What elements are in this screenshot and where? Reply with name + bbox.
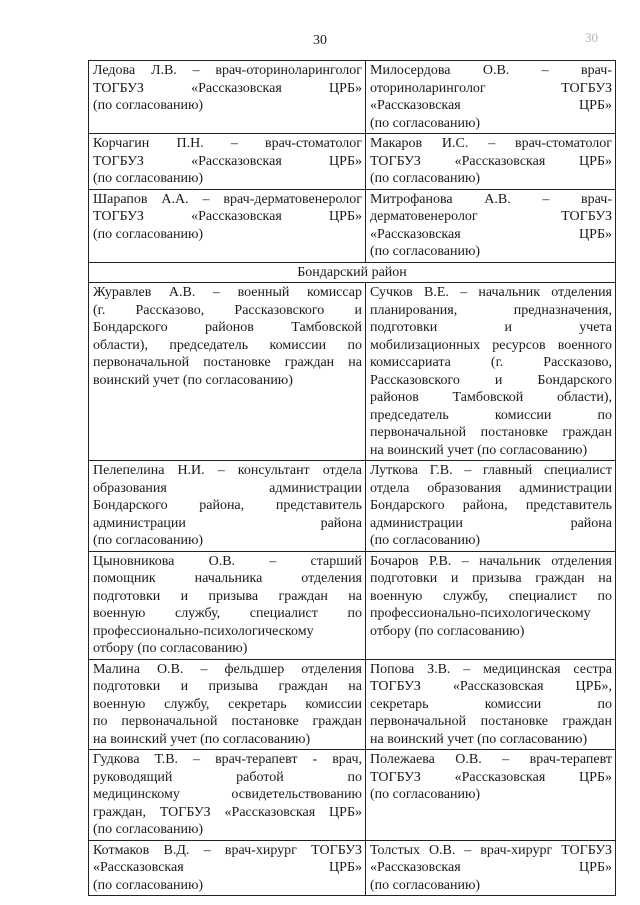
text-line: руководящий работой по (93, 769, 362, 785)
table-row (89, 659, 616, 750)
text-line: администрации района (93, 515, 362, 531)
text-line: районов Тамбовской области), (370, 390, 612, 405)
table-row (89, 461, 616, 552)
text-line: Ледова Л.В. – врач-оториноларинголог (93, 63, 362, 78)
member-cell (89, 189, 366, 262)
text-line: отбору (по согласованию) (93, 641, 248, 656)
substitute-cell (366, 840, 616, 896)
member-cell (89, 461, 366, 552)
text-line: Луткова Г.В. – главный специалист (370, 463, 612, 478)
district-name: Бондарский район (89, 262, 616, 283)
text-line: Бондарского районов Тамбовской (93, 320, 362, 335)
substitute-cell (366, 61, 616, 134)
text-line: на воинский учет (по согласованию) (370, 731, 588, 747)
substitute-cell (366, 189, 616, 262)
text-line: дерматовенеролог ТОГБУЗ (370, 209, 612, 224)
text-line: (по согласованию) (93, 226, 204, 242)
text-line: образования администрации (93, 480, 362, 496)
substitute-cell (366, 461, 616, 552)
text-line: «Рассказовская ЦРБ» (370, 860, 612, 875)
text-line: Бочаров Р.В. – начальник отделения (370, 553, 612, 569)
text-line: на воинский учет (по согласованию) (93, 731, 311, 747)
text-line: подготовки и призыва граждан на (93, 588, 362, 604)
text-line: (по согласованию) (370, 171, 481, 186)
commission-table-body (89, 61, 616, 896)
text-line: (по согласованию) (93, 533, 204, 548)
text-line: (по согласованию) (93, 877, 204, 893)
text-line: ТОГБУЗ «Рассказовская ЦРБ», (370, 679, 612, 694)
text-line: граждан, ТОГБУЗ «Рассказовская ЦРБ» (93, 804, 362, 820)
text-line: «Рассказовская ЦРБ» (370, 226, 612, 242)
text-line: по первоначальной постановке граждан (93, 714, 362, 729)
text-line: (по согласованию) (370, 244, 481, 259)
text-line: «Рассказовская ЦРБ» (93, 860, 362, 875)
text-line: ТОГБУЗ «Рассказовская ЦРБ» (93, 80, 362, 96)
text-line: (по согласованию) (93, 171, 204, 186)
text-line: Бондарского района, представитель (93, 498, 362, 513)
text-line: Корчагин П.Н. – врач-стоматолог (93, 136, 362, 151)
text-line: области), председатель комиссии по (93, 337, 362, 353)
text-line: подготовки и учета (370, 320, 612, 335)
text-line: «Рассказовская ЦРБ» (370, 98, 612, 113)
text-line: на воинский учет (по согласованию) (370, 442, 588, 458)
text-line: ТОГБУЗ «Рассказовская ЦРБ» (370, 153, 612, 169)
text-line: председатель комиссии по (370, 407, 612, 423)
text-line: отдела образования администрации (370, 480, 612, 496)
table-row (89, 189, 616, 262)
substitute-cell (366, 659, 616, 750)
faint-page-number: 30 (585, 30, 598, 45)
text-line: (по согласованию) (93, 98, 204, 113)
text-line: (по согласованию) (370, 787, 481, 802)
text-line: ТОГБУЗ «Рассказовская ЦРБ» (93, 209, 362, 224)
text-line: Журавлев А.В. – военный комиссар (93, 285, 362, 300)
text-line: (по согласованию) (370, 115, 481, 131)
text-line: Полежаева О.В. – врач-терапевт (370, 752, 612, 767)
substitute-cell (366, 551, 616, 659)
text-line: первоначальной постановке граждан на (93, 355, 362, 370)
text-line: Бондарского района, представитель (370, 498, 612, 513)
text-line: администрации района (370, 515, 612, 531)
table-row (89, 134, 616, 190)
member-cell (89, 283, 366, 461)
text-line: мобилизационных ресурсов военного (370, 337, 612, 353)
text-line: ТОГБУЗ «Рассказовская ЦРБ» (370, 769, 612, 785)
text-line: первоначальной постановке граждан (370, 714, 612, 729)
substitute-cell (366, 134, 616, 190)
text-line: Рассказовского и Бондарского (370, 372, 612, 388)
district-header-row (89, 262, 616, 283)
text-line: подготовки и призыва граждан на (370, 571, 612, 586)
text-line: подготовки и призыва граждан на (93, 679, 362, 694)
text-line: (по согласованию) (370, 877, 481, 893)
table-row (89, 283, 616, 461)
page-number: 30 (313, 33, 327, 48)
text-line: отбору (по согласованию) (370, 623, 525, 639)
substitute-cell (366, 283, 616, 461)
text-line: профессионально-психологическому (93, 623, 314, 639)
text-line: комиссариата (г. Рассказово, (370, 355, 612, 370)
substitute-cell (366, 750, 616, 841)
table-row (89, 750, 616, 841)
text-line: Пелепелина Н.И. – консультант отдела (93, 463, 362, 478)
text-line: Малина О.В. – фельдшер отделения (93, 661, 362, 677)
text-line: планирования, предназначения, (370, 302, 612, 318)
member-cell (89, 659, 366, 750)
text-line: профессионально-психологическому (370, 606, 591, 621)
member-cell (89, 61, 366, 134)
table-row (89, 551, 616, 659)
member-cell (89, 840, 366, 896)
text-line: военную службу, секретарь комиссии (93, 696, 362, 712)
text-line: Цыновникова О.В. – старший (93, 553, 362, 569)
text-line: Митрофанова А.В. – врач- (370, 191, 612, 207)
text-line: (по согласованию) (93, 822, 204, 837)
text-line: секретарь комиссии по (370, 696, 612, 712)
text-line: военную службу, специалист по (93, 606, 362, 621)
commission-table (88, 60, 616, 896)
text-line: Шарапов А.А. – врач-дерматовенеролог (93, 191, 362, 207)
table-row (89, 840, 616, 896)
text-line: военную службу, специалист по (370, 588, 612, 604)
text-line: (г. Рассказово, Рассказовского и (93, 302, 362, 318)
text-line: ТОГБУЗ «Рассказовская ЦРБ» (93, 153, 362, 169)
text-line: помощник начальника отделения (93, 571, 362, 586)
text-line: медицинскому освидетельствованию (93, 787, 362, 802)
text-line: Макаров И.С. – врач-стоматолог (370, 136, 612, 151)
member-cell (89, 750, 366, 841)
text-line: первоначальной постановке граждан (370, 425, 612, 440)
text-line: Котмаков В.Д. – врач-хирург ТОГБУЗ (93, 842, 362, 858)
member-cell (89, 551, 366, 659)
table-row (89, 61, 616, 134)
member-cell (89, 134, 366, 190)
text-line: воинский учет (по согласованию) (93, 372, 293, 388)
text-line: Гудкова Т.В. – врач-терапевт - врач, (93, 752, 362, 767)
text-line: (по согласованию) (370, 533, 481, 548)
text-line: оториноларинголог ТОГБУЗ (370, 80, 612, 96)
text-line: Толстых О.В. – врач-хирург ТОГБУЗ (370, 842, 612, 858)
text-line: Милосердова О.В. – врач- (370, 63, 612, 78)
text-line: Сучков В.Е. – начальник отделения (370, 285, 612, 300)
text-line: Попова З.В. – медицинская сестра (370, 661, 612, 677)
